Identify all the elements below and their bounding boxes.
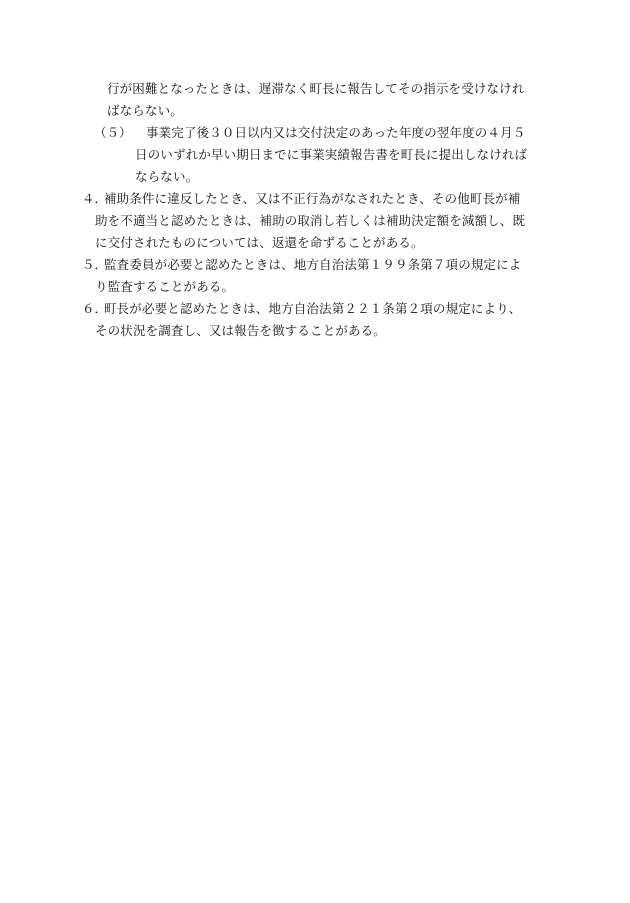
clause-5-line-1: 監査委員が必要と認めたときは、地方自治法第１９９条第７項の規定によ (104, 257, 522, 272)
clause-6-line-2: その状況を調査し、又は報告を徴することがある。 (95, 323, 386, 338)
clause-4-line-1: 補助条件に違反したとき、又は不正行為がなされたとき、その他町長が補 (104, 191, 521, 206)
item-5-line-2: 日のいずれか早い期日までに事業実績報告書を町長に提出しなければ (135, 147, 528, 162)
item-5-line-3: ならない。 (135, 169, 199, 184)
clause-4-line-2: 助を不適当と認めたときは、補助の取消し若しくは補助決定額を減額し、既 (95, 213, 526, 228)
continuation-line-2: ばならない。 (107, 103, 183, 118)
clause-5-number: ５． (82, 257, 108, 272)
continuation-line-1: 行が困難となったときは、遅滞なく町長に報告してその指示を受けなけれ (107, 81, 525, 96)
clause-6-line-1: 町長が必要と認めたときは、地方自治法第２２１条第２項の規定により、 (104, 301, 522, 316)
clause-6-number: ６． (82, 301, 108, 316)
clause-4-number: ４． (82, 191, 108, 206)
clause-4-line-3: に交付されたものについては、返還を命ずることがある。 (95, 235, 424, 250)
clause-5-line-2: り監査することがある。 (95, 279, 235, 294)
item-5-number: （５） (94, 125, 132, 140)
item-5-line-1: 事業完了後３０日以内又は交付決定のあった年度の翌年度の４月５ (146, 125, 526, 140)
